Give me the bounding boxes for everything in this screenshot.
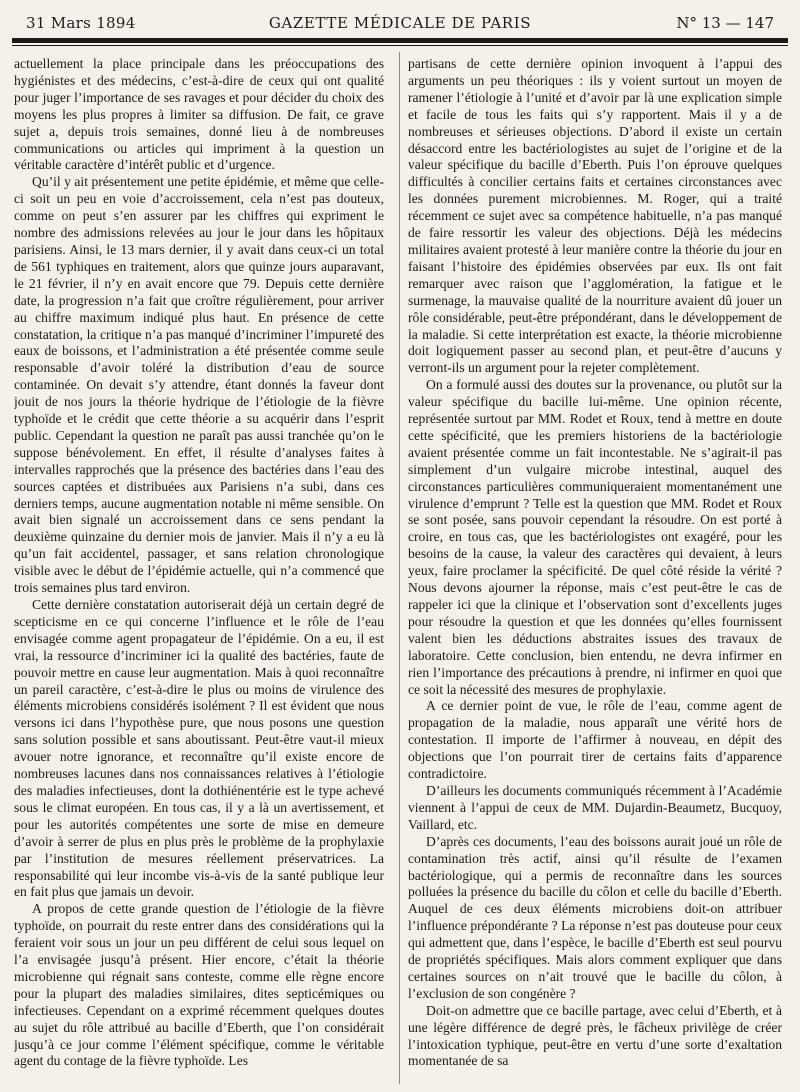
- paragraph: On a formulé aussi des doutes sur la provenance, ou plutôt sur la valeur spécifique du bacille lui-même. Une opinion récente, représentée surtout par MM. Rodet et Roux, tend à mettre en doute cette spécificité, que les premiers historiens de la bactériologie avaient présentée comme un fait incontestable. Ne s’agirait-il pas simplement d’un vulgaire microbe intestinal, auquel des circonstances particulières communiqueraient momentanément une virulence d’emprunt ? Telle est la question que MM. Rodet et Roux se sont posée, sans pouvoir cependant la résoudre. On est porté à croire, en tous cas, que les bactériologistes ont exagéré, pour les besoins de la cause, la valeur des caractères qui devaient, à leurs yeux, faire proclamer la spécificité. De quel côté réside la vérité ? Nous devons ajourner la réponse, mais c’est peut-être le cas de rappeler ici que la clinique et l’observation sont d’excellents juges pour résoudre la question et que les données qu’elles fournissent valent bien les déductions abstraites issues des travaux de laboratoire. Cette conclusion, bien entendu, ne devra infirmer en rien l’importance des précautions à prendre, ni infirmer en quoi que ce soit la nécessité des mesures de prophylaxie.: [408, 377, 782, 697]
- paragraph: D’ailleurs les documents communiqués récemment à l’Académie viennent à l’appui de ceux de MM. Dujardin-Beaumetz, Bucquoy, Vaillard, etc.: [408, 782, 782, 832]
- header-rule-thin: [12, 45, 788, 46]
- left-column: [14, 56, 384, 1086]
- paragraph: D’après ces documents, l’eau des boissons aurait joué un rôle de contamination très actif, ainsi qu’il résulte de l’examen bactériologique, qui a permis de reconnaître dans les sources polluées la présence du bacille du côlon et celle du bacille d’Eberth. Auquel de ces deux éléments microbiens doit-on attribuer l’influence prépondérante ? La réponse n’est pas douteuse pour ceux qui admettent que, dans l’espèce, le bacille d’Eberth est seul pourvu de propriétés spécifiques. Mais alors comment expliquer que dans certaines sources on n’ait trouvé que le bacille du côlon, à l’exclusion de son congénère ?: [408, 833, 782, 1001]
- header-issue-page: N° 13 — 147: [676, 14, 774, 32]
- header-date: 31 Mars 1894: [26, 14, 136, 32]
- header-rule-thick: [12, 38, 788, 43]
- right-column: [408, 56, 782, 1086]
- paragraph: partisans de cette dernière opinion invoquent à l’appui des arguments un peu théoriques : ils y voient surtout un moyen de ramener l’étiologie à l’unité et d’avoir par là une explication simple et facile de tous les faits qui s’y rapportent. Mais il y a de nombreuses et sérieuses objections. D’abord il existe un certain désaccord entre les bactériologistes au sujet de l’origine et de la valeur spécifique du bacille d’Eberth. Puis l’on éprouve quelques difficultés à concilier certains faits et certaines circonstances avec les données purement microbiennes. M. Roger, qui a traité récemment ce sujet avec sa compétence habituelle, n’a pas manqué de faire ressortir les valeur des objections. Déjà les médecins militaires avaient protesté à leur manière contre la théorie du jour en faisant l’histoire des épidémies observées par eux. Ils ont fait remarquer avec raison que l’agglomération, la fatigue et le surmenage, la mauvaise qualité de la nourriture avaient dû jouer un rôle considérable, peut-être prépondérant, dans le développement de la maladie. Si cette interprétation est exacte, la théorie microbienne doit logiquement passer au second plan, et peut-être d’aucuns y verront-ils un argument pour la rejeter complètement.: [408, 56, 782, 376]
- paragraph: Cette dernière constatation autoriserait déjà un certain degré de scepticisme en ce qui concerne l’influence et le rôle de l’eau envisagée comme agent propagateur de l’épidémie. On a eu, il est vrai, la ressource d’incriminer ici la qualité des bactéries, faute de pouvoir mettre en cause leur augmentation. Mais à quoi reconnaître un pareil caractère, c’est-à-dire le plus ou moins de virulence des éléments microbiens considérés isolément ? Il est évident que nous versons ici dans l’hypothèse pure, que nous posons une question sans solution possible et sans aboutissant. Peut-être vaut-il mieux avouer notre ignorance, et reconnaître qu’il existe encore de nombreuses lacunes dans nos connaissances relatives à l’étiologie des maladies infectieuses, dont la dothiénentérie est le type achevé sous le climat européen. En tous cas, il y a là un avertissement, et pour les autorités compétentes une sorte de mise en demeure d’avoir à serrer de plus en plus près le problème de la prophylaxie par l’institution de mesures réellement préservatrices. La responsabilité qui leur incombe vis-à-vis de la santé publique leur en fait plus que jamais un devoir.: [14, 597, 384, 900]
- column-separator: [399, 52, 400, 1084]
- paragraph: Qu’il y ait présentement une petite épidémie, et même que celle-ci soit un peu en voie d’accroissement, cela n’est pas douteux, comme on peut s’en assurer par les chiffres qui expriment le nombre des admissions relevées au jour le jour dans les hôpitaux parisiens. Ainsi, le 13 mars dernier, il y avait dans ceux-ci un total de 561 typhiques en traitement, alors que quinze jours auparavant, le 21 février, il n’y en avait encore que 79. Depuis cette dernière date, la progression n’a fait que croître régulièrement, pour arriver au chiffre maximum indiqué plus haut. En présence de cette constatation, la critique n’a pas manqué d’incriminer l’impureté des eaux de boissons, et l’administration a été présentée comme seule responsable d’avoir toléré la distribution d’eau de source contaminée. On devait s’y attendre, étant donnés la faveur dont jouit de nos jours la théorie hydrique de l’étiologie de la fièvre typhoïde et le crédit que cette théorie a su acquérir dans l’esprit public. Cependant la question ne paraît pas aussi tranchée qu’on le suppose bénévolement. En effet, il résulte d’analyses faites à intervalles rapprochés que la présence des bactéries dans l’eau des sources captées et distribuées aux Parisiens n’a subi, dans ces derniers temps, aucune augmentation notable ni même sensible. On avait bien signalé un accroissement dans ce sens pendant la deuxième quinzaine du dernier mois de janvier. Mais il n’y a eu là qu’un fait accidentel, passager, et sans relation chronologique visible avec le début de l’épidémie actuelle, qui n’a commencé que trois semaines plus tard environ.: [14, 174, 384, 596]
- page-header: [0, 8, 800, 36]
- paragraph: A ce dernier point de vue, le rôle de l’eau, comme agent de propagation de la maladie, nous apparaît une vérité hors de contestation. Il importe de l’affirmer à nouveau, en dépit des objections que l’on pourrait tirer de certains faits d’apparence contradictoire.: [408, 698, 782, 782]
- paragraph: Doit-on admettre que ce bacille partage, avec celui d’Eberth, et à une légère différence de degré près, le fâcheux privilège de créer l’intoxication typhique, peut-être en vertu d’une sorte d’exaltation momentanée de sa: [408, 1002, 782, 1069]
- header-title: GAZETTE MÉDICALE DE PARIS: [268, 14, 532, 32]
- paragraph: actuellement la place principale dans les préoccupations des hygiénistes et des médecins, c’est-à-dire de ceux qui ont qualité pour juger l’importance de ses ravages et pour décider du choix des moyens les plus propres à limiter sa diffusion. De fait, ce grave sujet a, depuis trois semaines, donné lieu à de nombreuses communications ou articles qui impriment à la question un véritable caractère d’intérêt public et d’urgence.: [14, 56, 384, 173]
- paragraph: A propos de cette grande question de l’étiologie de la fièvre typhoïde, on pourrait du reste entrer dans des considérations qui la feraient voir sous un jour un peu différent de celui sous lequel on l’a envisagée jusqu’à présent. Hier encore, c’était la théorie microbienne qui régnait sans conteste, comme elle règne encore pour la plupart des maladies similaires, dites septicémiques ou infectieuses. Cependant on a exprimé récemment quelques doutes au sujet du rôle attribué au bacille d’Eberth, que l’on considérait jusqu’à ce jour comme l’élément spécifique, comme le véritable agent du contage de la fièvre typhoïde. Les: [14, 901, 384, 1069]
